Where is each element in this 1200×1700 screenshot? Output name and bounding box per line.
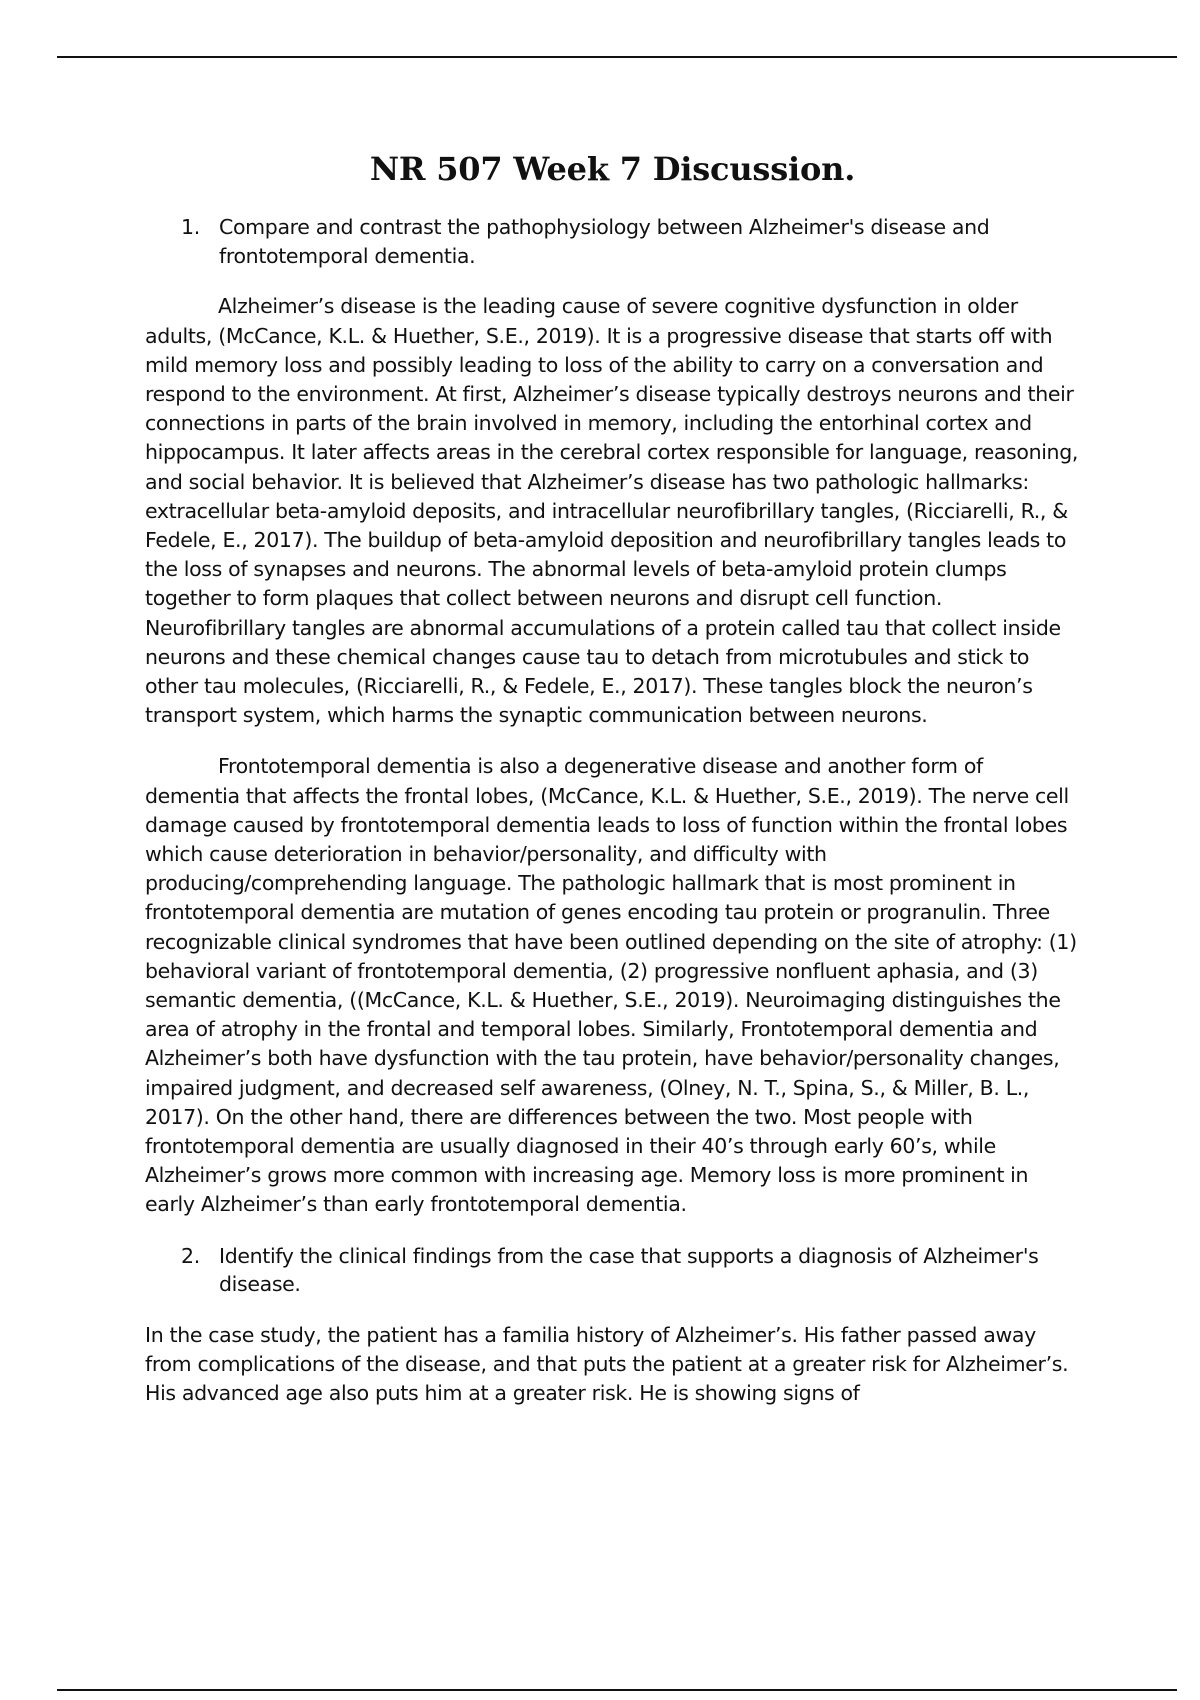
- question-text: Identify the clinical findings from the case that supports a diagnosis of Alzheimer's disease.: [219, 1243, 1039, 1297]
- paragraph-case-study: In the case study, the patient has a familia history of Alzheimer’s. His father passed away from complications of the disease, and that puts the patient at a greater risk for Alzheimer’s. His advanced age also puts him at a greater risk. He is showing signs of: [145, 1322, 1069, 1406]
- document-title: NR 507 Week 7 Discussion.: [369, 150, 856, 188]
- top-rule: [57, 56, 1177, 58]
- paragraph-frontotemporal: Frontotemporal dementia is also a degenerative disease and another form of dementia that affects the frontal lobes, (McCance, K.L. & Huether, S.E., 2019). The nerve cell damage caused by frontotemporal dementia leads to loss of function within the frontal lobes which cause deterioration in behavior/personality, and difficulty with producing/comprehending language. The pathologic hallmark that is most prominent in frontotemporal dementia are mutation of genes encoding tau protein or progranulin. Three recognizable clinical syndromes that have been outlined depending on the site of atrophy: (1) behavioral variant of frontotemporal dementia, (2) progressive nonfluent aphasia, and (3) semantic dementia, ((McCance, K.L. & Huether, S.E., 2019). Neuroimaging distinguishes the area of atrophy in the frontal and temporal lobes. Similarly, Frontotemporal dementia and Alzheimer’s both have dysfunction with the tau protein, have behavior/personality changes, impaired judgment, and decreased self awareness, (Olney, N. T., Spina, S., & Miller, B. L., 2017). On the other hand, there are differences between the two. Most people with frontotemporal dementia are usually diagnosed in their 40’s through early 60’s, while Alzheimer’s grows more common with increasing age. Memory loss is more prominent in early Alzheimer’s than early frontotemporal dementia.: [145, 754, 1077, 1217]
- question-text: Compare and contrast the pathophysiology between Alzheimer's disease and frontotemporal dementia.: [219, 215, 990, 268]
- document-body: [145, 150, 1080, 1430]
- question-2: [181, 1242, 1080, 1299]
- question-number: 2.: [181, 1243, 200, 1268]
- question-1: [181, 213, 1080, 270]
- bottom-rule: [57, 1689, 1177, 1691]
- paragraph-alzheimers: Alzheimer’s disease is the leading cause of severe cognitive dysfunction in older adults, (McCance, K.L. & Huether, S.E., 2019). It is a progressive disease that starts off with mild memory loss and possibly leading to loss of the ability to carry on a conversation and respond to the environment. At first, Alzheimer’s disease typically destroys neurons and their connections in parts of the brain involved in memory, including the entorhinal cortex and hippocampus. It later affects areas in the cerebral cortex responsible for language, reasoning, and social behavior. It is believed that Alzheimer’s disease has two pathologic hallmarks: extracellular beta-amyloid deposits, and intracellular neurofibrillary tangles, (Ricciarelli, R., & Fedele, E., 2017). The buildup of beta-amyloid deposition and neurofibrillary tangles leads to the loss of synapses and neurons. The abnormal levels of beta-amyloid protein clumps together to form plaques that collect between neurons and disrupt cell function. Neurofibrillary tangles are abnormal accumulations of a protein called tau that collect inside neurons and these chemical changes cause tau to detach from microtubules and stick to other tau molecules, (Ricciarelli, R., & Fedele, E., 2017). These tangles block the neuron’s transport system, which harms the synaptic communication between neurons.: [145, 294, 1079, 728]
- question-number: 1.: [181, 215, 200, 240]
